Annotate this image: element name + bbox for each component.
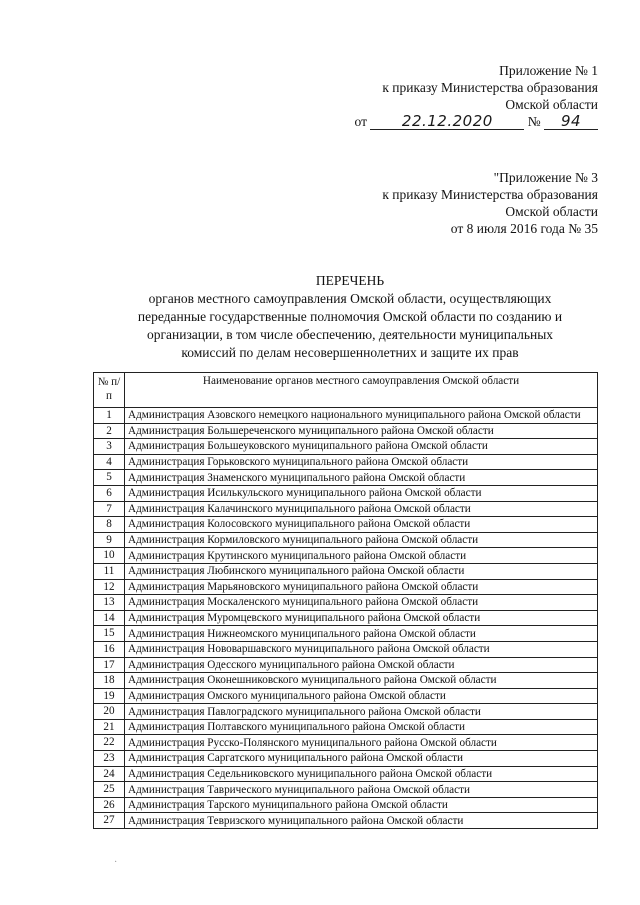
handwritten-date: 22.12.2020 (370, 114, 524, 130)
authority-name: Администрация Знаменского муниципального района Омской области (125, 470, 598, 486)
row-number: 24 (94, 766, 125, 782)
row-number: 12 (94, 579, 125, 595)
authority-name: Администрация Русско-Полянского муниципального района Омской области (125, 735, 598, 751)
row-number: 21 (94, 719, 125, 735)
table-row (94, 532, 598, 548)
table-row (94, 797, 598, 813)
row-number: 10 (94, 548, 125, 564)
title-line-1: органов местного самоуправления Омской области, осуществляющих (148, 291, 552, 306)
row-number: 16 (94, 641, 125, 657)
column-header-name: Наименование органов местного самоуправления Омской области (125, 373, 598, 408)
appendix-1-header (355, 62, 599, 130)
table-row (94, 454, 598, 470)
table-row (94, 439, 598, 455)
authority-name: Администрация Полтавского муниципального района Омской области (125, 719, 598, 735)
authority-name: Администрация Марьяновского муниципального района Омской области (125, 579, 598, 595)
row-number: 3 (94, 439, 125, 455)
row-number: 4 (94, 454, 125, 470)
authority-name: Администрация Крутинского муниципального района Омской области (125, 548, 598, 564)
authority-name: Администрация Большереченского муниципального района Омской области (125, 423, 598, 439)
authority-name: Администрация Большеуковского муниципального района Омской области (125, 439, 598, 455)
scan-speck: · (114, 857, 118, 868)
table-row (94, 751, 598, 767)
appendix-3-date: от 8 июля 2016 года № 35 (450, 221, 598, 236)
authority-name: Администрация Азовского немецкого национального муниципального района Омской области (125, 408, 598, 424)
table-row (94, 673, 598, 689)
row-number: 11 (94, 563, 125, 579)
authority-name: Администрация Колосовского муниципального района Омской области (125, 517, 598, 533)
table-row (94, 408, 598, 424)
appendix-1-order-line: к приказу Министерства образования (382, 80, 598, 95)
row-number: 7 (94, 501, 125, 517)
table-row (94, 517, 598, 533)
appendix-1-date-line (355, 113, 599, 130)
authority-name: Администрация Тарского муниципального района Омской области (125, 797, 598, 813)
table-row (94, 610, 598, 626)
authority-name: Администрация Муромцевского муниципального района Омской области (125, 610, 598, 626)
title-line-3: организации, в том числе обеспечению, деятельности муниципальных (146, 327, 554, 342)
authority-name: Администрация Нововаршавского муниципального района Омской области (125, 641, 598, 657)
row-number: 6 (94, 485, 125, 501)
row-number: 20 (94, 704, 125, 720)
table-row (94, 579, 598, 595)
appendix-3-header (382, 169, 598, 237)
row-number: 18 (94, 673, 125, 689)
table-row (94, 470, 598, 486)
table-row (94, 782, 598, 798)
authority-name: Администрация Седельниковского муниципального района Омской области (125, 766, 598, 782)
appendix-3-order-line: к приказу Министерства образования (382, 187, 598, 202)
table-header-row (94, 373, 598, 408)
title-line-4: комиссий по делам несовершеннолетних и защите их прав (181, 345, 519, 360)
row-number: 17 (94, 657, 125, 673)
table-body (94, 408, 598, 829)
title-line-2: переданные государственные полномочия Омской области по созданию и (137, 309, 563, 324)
appendix-3-region: Омской области (505, 204, 598, 219)
table-row (94, 735, 598, 751)
table-row (94, 704, 598, 720)
authority-name: Администрация Горьковского муниципального района Омской области (125, 454, 598, 470)
row-number: 15 (94, 626, 125, 642)
authority-name: Администрация Саргатского муниципального района Омской области (125, 751, 598, 767)
row-number: 13 (94, 595, 125, 611)
date-prefix: от (354, 114, 367, 129)
authority-name: Администрация Калачинского муниципального района Омской области (125, 501, 598, 517)
authority-name: Администрация Любинского муниципального района Омской области (125, 563, 598, 579)
table-row (94, 719, 598, 735)
row-number: 25 (94, 782, 125, 798)
table-row (94, 641, 598, 657)
row-number: 1 (94, 408, 125, 424)
table-row (94, 657, 598, 673)
appendix-1-region: Омской области (505, 97, 598, 112)
table-row (94, 485, 598, 501)
appendix-3-title: "Приложение № 3 (493, 170, 598, 185)
handwritten-number: 94 (544, 114, 598, 130)
row-number: 22 (94, 735, 125, 751)
authority-name: Администрация Одесского муниципального района Омской области (125, 657, 598, 673)
row-number: 27 (94, 813, 125, 829)
table-row (94, 501, 598, 517)
appendix-1-title: Приложение № 1 (499, 63, 598, 78)
row-number: 8 (94, 517, 125, 533)
table-row (94, 563, 598, 579)
row-number: 19 (94, 688, 125, 704)
authorities-table (93, 372, 598, 829)
column-header-number: № п/п (94, 373, 125, 408)
document-heading: ПЕРЕЧЕНЬ (315, 273, 385, 288)
authority-name: Администрация Москаленского муниципального района Омской области (125, 595, 598, 611)
table-row (94, 766, 598, 782)
authority-name: Администрация Павлоградского муниципального района Омской области (125, 704, 598, 720)
table-row (94, 626, 598, 642)
authority-name: Администрация Тевризского муниципального района Омской области (125, 813, 598, 829)
row-number: 14 (94, 610, 125, 626)
table-row (94, 688, 598, 704)
authority-name: Администрация Таврического муниципального района Омской области (125, 782, 598, 798)
table-row (94, 548, 598, 564)
row-number: 26 (94, 797, 125, 813)
authority-name: Администрация Омского муниципального района Омской области (125, 688, 598, 704)
number-prefix: № (527, 114, 541, 129)
row-number: 2 (94, 423, 125, 439)
authority-name: Администрация Оконешниковского муниципального района Омской области (125, 673, 598, 689)
row-number: 5 (94, 470, 125, 486)
table-row (94, 595, 598, 611)
row-number: 23 (94, 751, 125, 767)
authority-name: Администрация Исилькульского муниципального района Омской области (125, 485, 598, 501)
table-row (94, 813, 598, 829)
authority-name: Администрация Кормиловского муниципального района Омской области (125, 532, 598, 548)
authority-name: Администрация Нижнеомского муниципального района Омской области (125, 626, 598, 642)
row-number: 9 (94, 532, 125, 548)
document-title-block (90, 272, 610, 362)
table-row (94, 423, 598, 439)
